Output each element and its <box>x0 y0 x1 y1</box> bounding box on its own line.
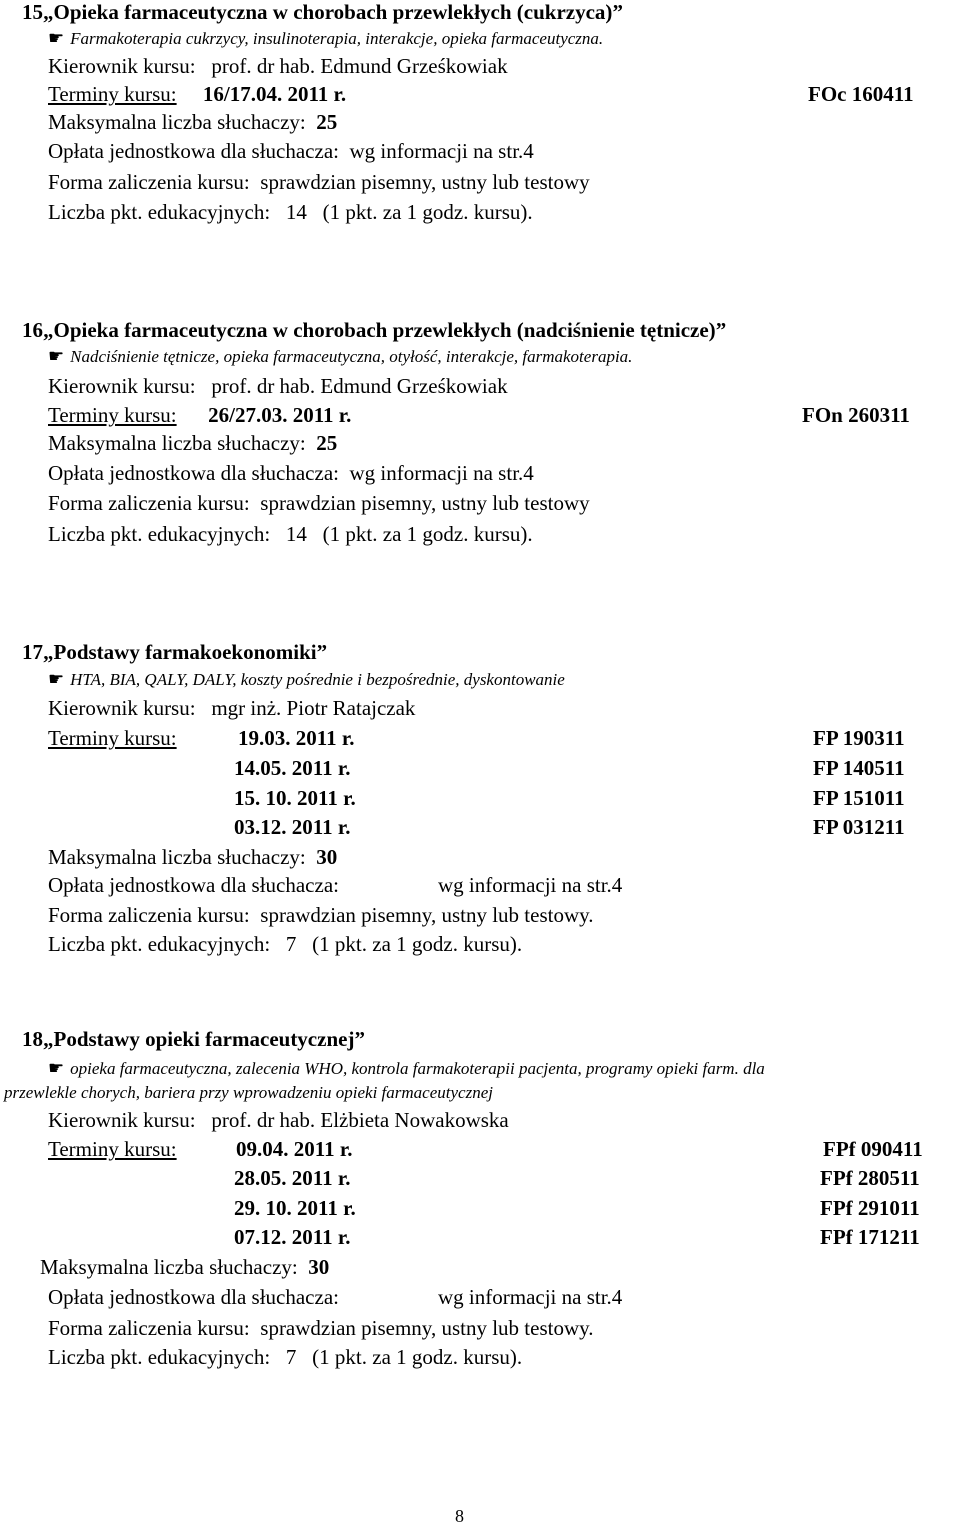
max-participants: Maksymalna liczba słuchaczy: 25 <box>48 110 338 134</box>
course-date: 14.05. 2011 r. <box>234 756 351 780</box>
section-description: ☛ Farmakoterapia cukrzycy, insulinoterapia, interakcje, opieka farmaceutyczna. <box>48 28 604 48</box>
education-points: Liczba pkt. edukacyjnych: 7 (1 pkt. za 1 godz. kursu). <box>48 932 523 956</box>
course-date: 29. 10. 2011 r. <box>234 1196 356 1220</box>
course-terms: Terminy kursu: 26/27.03. 2011 r. <box>48 403 352 427</box>
max-participants: Maksymalna liczba słuchaczy: 25 <box>48 431 338 455</box>
course-leader: Kierownik kursu: prof. dr hab. Elżbieta Nowakowska <box>48 1108 509 1132</box>
pointing-hand-icon: ☛ <box>48 346 65 366</box>
course-code: FP 031211 <box>813 815 905 839</box>
course-leader: Kierownik kursu: prof. dr hab. Edmund Grześkowiak <box>48 54 508 78</box>
section-heading: 16„Opieka farmaceutyczna w chorobach przewlekłych (nadciśnienie tętnicze)” <box>22 318 727 342</box>
course-fee-value: wg informacji na str.4 <box>438 1285 623 1309</box>
assessment-form: Forma zaliczenia kursu: sprawdzian pisemny, ustny lub testowy <box>48 491 590 515</box>
assessment-form: Forma zaliczenia kursu: sprawdzian pisemny, ustny lub testowy. <box>48 903 594 927</box>
section-description-continued: przewlekle chorych, bariera przy wprowadzeniu opieki farmaceutycznej <box>4 1083 493 1102</box>
section-heading: 15„Opieka farmaceutyczna w chorobach przewlekłych (cukrzyca)” <box>22 0 623 24</box>
course-terms: Terminy kursu: 16/17.04. 2011 r. <box>48 82 347 106</box>
education-points: Liczba pkt. edukacyjnych: 7 (1 pkt. za 1 godz. kursu). <box>48 1345 523 1369</box>
course-date: 19.03. 2011 r. <box>238 726 355 750</box>
course-date: 03.12. 2011 r. <box>234 815 351 839</box>
course-code: FOc 160411 <box>808 82 914 106</box>
pointing-hand-icon: ☛ <box>48 669 65 689</box>
assessment-form: Forma zaliczenia kursu: sprawdzian pisemny, ustny lub testowy. <box>48 1316 594 1340</box>
pointing-hand-icon: ☛ <box>48 28 65 48</box>
course-code: FPf 280511 <box>820 1166 920 1190</box>
course-terms: Terminy kursu: <box>48 726 177 750</box>
education-points: Liczba pkt. edukacyjnych: 14 (1 pkt. za 1 godz. kursu). <box>48 522 533 546</box>
course-fee-value: wg informacji na str.4 <box>438 873 623 897</box>
section-description: ☛ HTA, BIA, QALY, DALY, koszty pośrednie i bezpośrednie, dyskontowanie <box>48 669 565 689</box>
section-description: ☛ Nadciśnienie tętnicze, opieka farmaceutyczna, otyłość, interakcje, farmakoterapia. <box>48 346 633 366</box>
course-terms: Terminy kursu: <box>48 1137 177 1161</box>
course-code: FOn 260311 <box>802 403 910 427</box>
course-code: FP 190311 <box>813 726 905 750</box>
course-date: 07.12. 2011 r. <box>234 1225 351 1249</box>
course-fee: Opłata jednostkowa dla słuchacza: <box>48 1285 339 1309</box>
course-date: 28.05. 2011 r. <box>234 1166 351 1190</box>
education-points: Liczba pkt. edukacyjnych: 14 (1 pkt. za 1 godz. kursu). <box>48 200 533 224</box>
course-code: FP 151011 <box>813 786 905 810</box>
course-code: FPf 171211 <box>820 1225 920 1249</box>
section-description: ☛ opieka farmaceutyczna, zalecenia WHO, kontrola farmakoterapii pacjenta, programy opieki farm. dla <box>48 1058 765 1078</box>
section-heading: 17„Podstawy farmakoekonomiki” <box>22 640 328 664</box>
course-leader: Kierownik kursu: mgr inż. Piotr Ratajczak <box>48 696 416 720</box>
course-date: 15. 10. 2011 r. <box>234 786 356 810</box>
course-leader: Kierownik kursu: prof. dr hab. Edmund Grześkowiak <box>48 374 508 398</box>
page-number: 8 <box>455 1506 464 1526</box>
course-date: 09.04. 2011 r. <box>236 1137 353 1161</box>
course-code: FP 140511 <box>813 756 905 780</box>
course-code: FPf 090411 <box>823 1137 923 1161</box>
section-heading: 18„Podstawy opieki farmaceutycznej” <box>22 1027 365 1051</box>
course-fee: Opłata jednostkowa dla słuchacza: wg informacji na str.4 <box>48 139 534 163</box>
course-fee: Opłata jednostkowa dla słuchacza: wg informacji na str.4 <box>48 461 534 485</box>
pointing-hand-icon: ☛ <box>48 1058 65 1078</box>
max-participants: Maksymalna liczba słuchaczy: 30 <box>48 845 338 869</box>
max-participants: Maksymalna liczba słuchaczy: 30 <box>40 1255 330 1279</box>
course-code: FPf 291011 <box>820 1196 920 1220</box>
course-fee: Opłata jednostkowa dla słuchacza: <box>48 873 339 897</box>
assessment-form: Forma zaliczenia kursu: sprawdzian pisemny, ustny lub testowy <box>48 170 590 194</box>
